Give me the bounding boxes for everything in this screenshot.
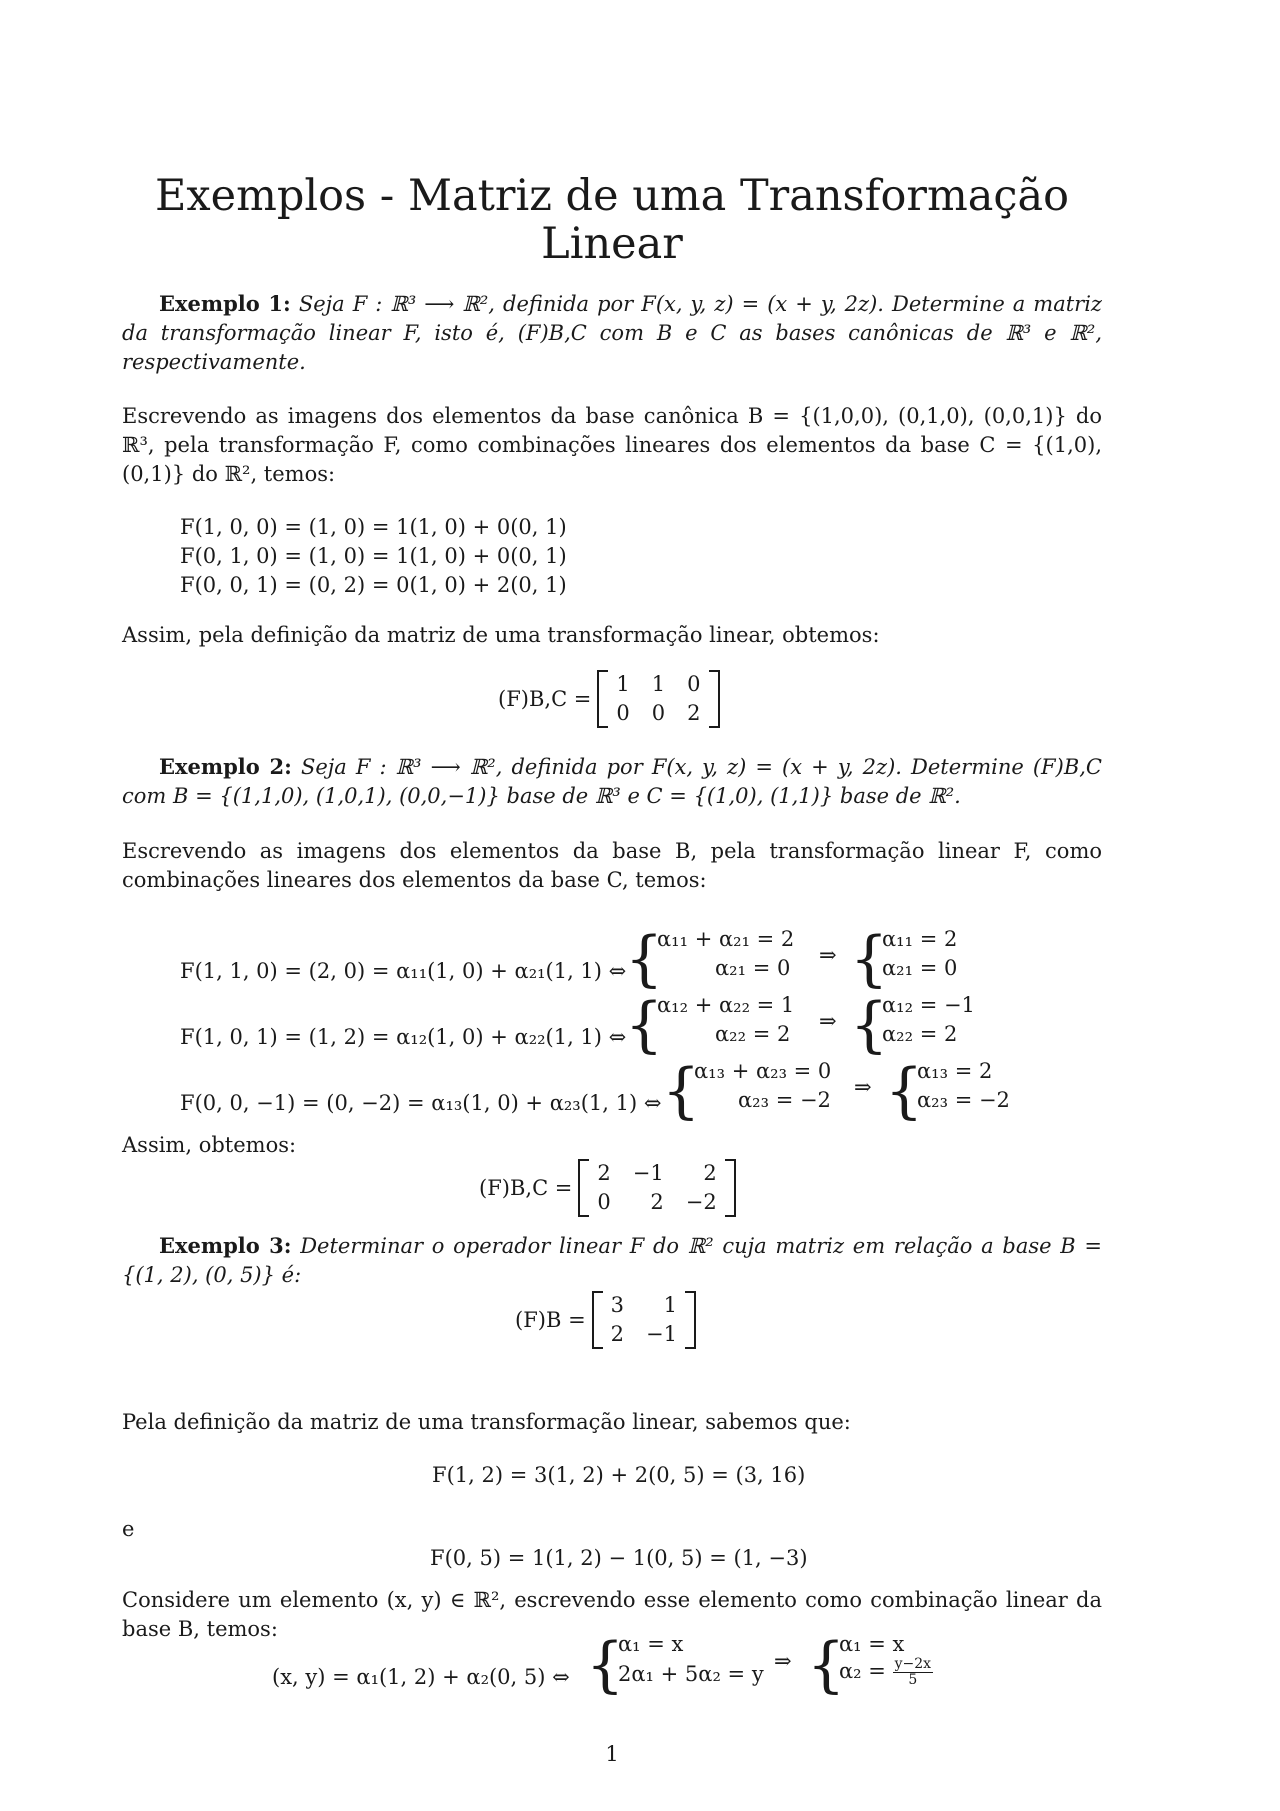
document-page xyxy=(122,0,1102,1811)
matrix-cell: 3 xyxy=(610,1293,625,1317)
example-1-text: Seja F : ℝ³ ⟶ ℝ², definida por F(x, y, z) = (x + y, 2z). Determine a matriz da transformação linear F, isto é, (F)B,C com B e C as bases canônicas de ℝ³ e ℝ², respectivamente. xyxy=(122,292,1102,374)
fraction-denominator: 5 xyxy=(908,1672,918,1688)
implies-arrow: ⇒ xyxy=(774,1649,792,1673)
system-line: α₂₂ = 2 xyxy=(882,1022,958,1046)
system-line xyxy=(839,1657,933,1688)
left-brace: { xyxy=(662,1056,701,1126)
example-3-equation: F(0, 5) = 1(1, 2) − 1(0, 5) = (1, −3) xyxy=(430,1546,808,1570)
example-2-equation: F(0, 0, −1) = (0, −2) = α₁₃(1, 0) + α₂₃(1, 1) ⇔ xyxy=(180,1091,662,1115)
implies-arrow: ⇒ xyxy=(854,1075,872,1099)
system-line: α₂₂ = 2 xyxy=(715,1022,791,1046)
example-2-equation: F(1, 1, 0) = (2, 0) = α₁₁(1, 0) + α₂₁(1, 1) ⇔ xyxy=(180,959,627,983)
matrix-cell: 2 xyxy=(703,1161,717,1185)
system-line: α₁ = x xyxy=(618,1632,684,1656)
fraction-numerator: y−2x xyxy=(894,1656,932,1672)
system-line: α₂₁ = 0 xyxy=(715,956,791,980)
page-number: 1 xyxy=(605,1742,619,1766)
example-1-equation: F(0, 0, 1) = (0, 2) = 0(1, 0) + 2(0, 1) xyxy=(180,573,567,597)
implies-arrow: ⇒ xyxy=(819,1009,837,1033)
right-bracket xyxy=(725,1159,736,1217)
right-bracket xyxy=(709,670,720,728)
matrix-cell: −2 xyxy=(685,1190,717,1214)
system-line: α₁ = x xyxy=(839,1632,905,1656)
left-brace: { xyxy=(807,1630,846,1700)
matrix-cell: 0 xyxy=(616,701,630,725)
matrix-cell: 2 xyxy=(687,701,701,725)
example-2-text: Seja F : ℝ³ ⟶ ℝ², definida por F(x, y, z) = (x + y, 2z). Determine (F)B,C com B = {(1,1,0), (1,0,1), (0,0,−1)} base de ℝ³ e C = {(1,0), (1,1)} base de ℝ². xyxy=(122,755,1102,808)
title-line-2: Linear xyxy=(541,219,683,269)
matrix-cell: 0 xyxy=(597,1190,611,1214)
fraction xyxy=(893,1657,933,1688)
left-brace: { xyxy=(586,1630,625,1700)
example-1-equation: F(1, 0, 0) = (1, 0) = 1(1, 0) + 0(0, 1) xyxy=(180,515,567,539)
example-3-paragraph: Considere um elemento (x, y) ∈ ℝ², escrevendo esse elemento como combinação linear da base B, temos: xyxy=(122,1588,1102,1641)
example-1-equation: F(0, 1, 0) = (1, 0) = 1(1, 0) + 0(0, 1) xyxy=(180,544,567,568)
implies-arrow: ⇒ xyxy=(819,943,837,967)
left-brace: { xyxy=(625,990,664,1060)
example-2-matrix xyxy=(479,1159,736,1217)
example-1-statement xyxy=(122,289,1102,377)
left-brace: { xyxy=(885,1056,924,1126)
matrix-cell: 2 xyxy=(650,1190,664,1214)
example-2-label: Exemplo 2: xyxy=(159,754,292,779)
left-bracket xyxy=(597,670,608,728)
example-3-statement xyxy=(122,1231,1102,1290)
left-bracket xyxy=(578,1159,589,1217)
system-line: α₁₃ = 2 xyxy=(917,1059,993,1083)
example-2-statement xyxy=(122,752,1102,811)
example-1-matrix xyxy=(498,670,720,728)
example-3-equation: F(1, 2) = 3(1, 2) + 2(0, 5) = (3, 16) xyxy=(432,1463,806,1487)
system-line: α₂₁ = 0 xyxy=(882,956,958,980)
left-brace: { xyxy=(850,990,889,1060)
example-3-paragraph: Pela definição da matriz de uma transformação linear, sabemos que: xyxy=(122,1410,851,1434)
matrix-cell: 0 xyxy=(687,672,701,696)
matrix-label: (F)B,C = xyxy=(498,686,592,711)
page-title xyxy=(122,172,1102,268)
system-line: α₁₂ + α₂₂ = 1 xyxy=(657,993,795,1017)
system-line-prefix: α₂ = xyxy=(839,1659,886,1683)
example-1-label: Exemplo 1: xyxy=(159,291,291,316)
example-1-conclusion: Assim, pela definição da matriz de uma transformação linear, obtemos: xyxy=(122,623,880,647)
matrix-cell: 1 xyxy=(663,1293,678,1317)
system-line: α₁₁ = 2 xyxy=(882,927,958,951)
system-line: α₂₃ = −2 xyxy=(917,1088,1010,1112)
system-line: 2α₁ + 5α₂ = y xyxy=(618,1662,764,1686)
system-line: α₁₃ + α₂₃ = 0 xyxy=(694,1059,832,1083)
system-line: α₁₂ = −1 xyxy=(882,993,975,1017)
example-1-intro: Escrevendo as imagens dos elementos da base canônica B = {(1,0,0), (0,1,0), (0,0,1)} do ℝ³, pela transformação F, como combinações lineares dos elementos da base C = {(1,0), (0,1)} do ℝ², temos: xyxy=(122,404,1102,486)
matrix-cell: 1 xyxy=(651,672,666,696)
example-2-equation: F(1, 0, 1) = (1, 2) = α₁₂(1, 0) + α₂₂(1, 1) ⇔ xyxy=(180,1025,627,1049)
matrix-cell: 0 xyxy=(651,701,666,725)
matrix-label: (F)B,C = xyxy=(479,1175,573,1200)
right-bracket xyxy=(685,1291,696,1349)
matrix-label: (F)B = xyxy=(515,1307,586,1332)
matrix-cell: 2 xyxy=(597,1161,611,1185)
left-brace: { xyxy=(625,924,664,994)
matrix-cell: 1 xyxy=(616,672,630,696)
matrix-cell: −1 xyxy=(632,1161,664,1185)
example-3-equation: (x, y) = α₁(1, 2) + α₂(0, 5) ⇔ xyxy=(272,1665,570,1689)
example-3-matrix xyxy=(515,1291,696,1349)
example-3-label: Exemplo 3: xyxy=(159,1233,292,1258)
left-brace: { xyxy=(850,924,889,994)
title-line-1: Exemplos - Matriz de uma Transformação xyxy=(155,171,1069,221)
matrix-grid xyxy=(589,1159,724,1217)
example-3-text: Determinar o operador linear F do ℝ² cuja matriz em relação a base B = {(1, 2), (0, 5)} é: xyxy=(122,1234,1102,1287)
system-line: α₁₁ + α₂₁ = 2 xyxy=(657,927,795,951)
matrix-grid xyxy=(603,1291,685,1349)
connector-text: e xyxy=(122,1517,135,1541)
system-line: α₂₃ = −2 xyxy=(738,1088,831,1112)
example-2-conclusion: Assim, obtemos: xyxy=(122,1133,297,1157)
left-bracket xyxy=(592,1291,603,1349)
matrix-cell: −1 xyxy=(646,1322,678,1346)
matrix-cell: 2 xyxy=(610,1322,625,1346)
matrix-grid xyxy=(608,670,708,728)
example-2-intro: Escrevendo as imagens dos elementos da base B, pela transformação linear F, como combinações lineares dos elementos da base C, temos: xyxy=(122,839,1102,892)
